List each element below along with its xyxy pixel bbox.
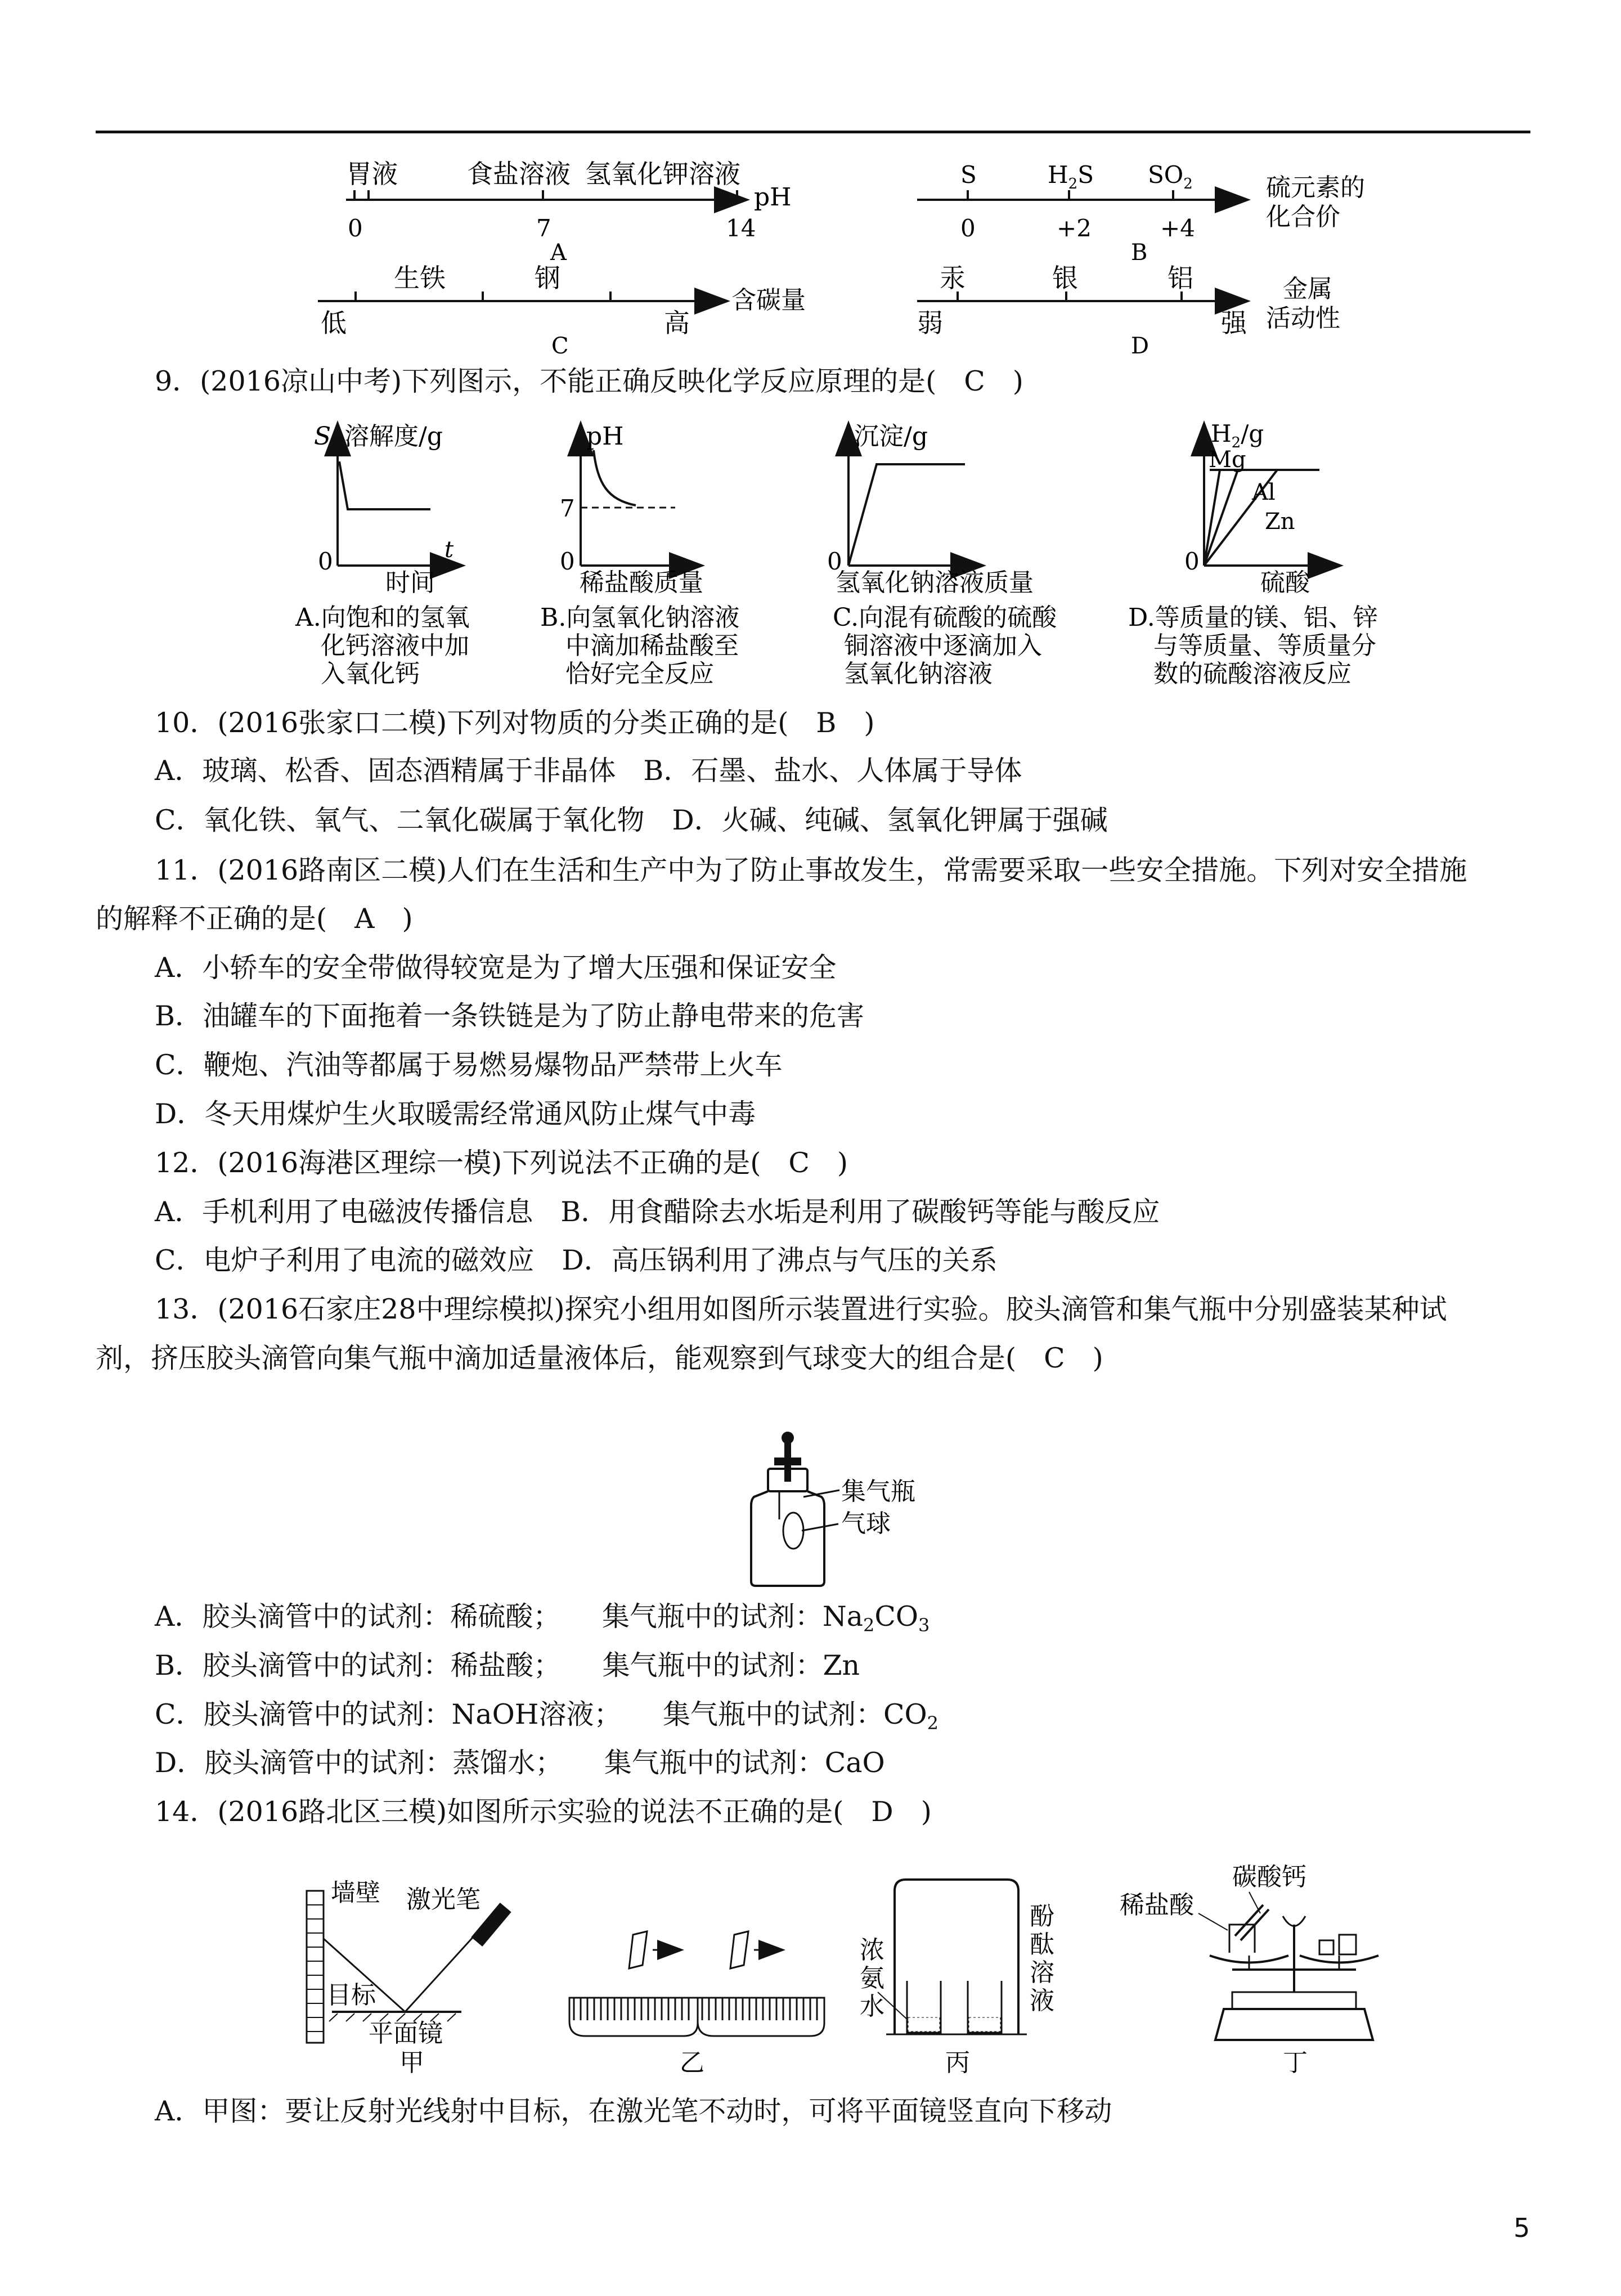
svg-text:恰好完全反应: 恰好完全反应 [565,660,714,688]
letter-a: A [550,240,567,266]
svg-text:高: 高 [664,308,690,338]
svg-text:Al: Al [1252,479,1276,505]
svg-text:数的硫酸溶液反应: 数的硫酸溶液反应 [1153,660,1351,688]
svg-text:S: S [314,422,331,451]
fig-jia-reflection [307,1878,511,2077]
label-ding: 丁 [1283,2048,1308,2077]
q12-options-ab: A．手机利用了电磁波传播信息 B．用食醋除去水垢是利用了碳酸钙等能与酸反应 [155,1196,1160,1228]
axis-valence-2: 化合价 [1266,203,1340,231]
label-jia: 甲 [399,2048,424,2077]
label-weiye: 胃液 [346,159,398,189]
svg-text:+2: +2 [1057,214,1092,242]
q10-options-cd: C．氧化铁、氧气、二氧化碳属于氧化物 D．火碱、纯碱、氢氧化钾属于强碱 [155,804,1108,836]
q13-option-b: B．胶头滴管中的试剂：稀盐酸； 集气瓶中的试剂：Zn [155,1649,860,1681]
svg-text:激光笔: 激光笔 [406,1885,481,1914]
fig-ding-balance [1120,1863,1378,2077]
svg-text:氢氧化钠溶液: 氢氧化钠溶液 [844,660,993,688]
svg-text:与等质量、等质量分: 与等质量、等质量分 [1153,631,1376,660]
label-shiyan: 食盐溶液 [467,159,571,189]
svg-text:H2/g: $H_2/g$ [1211,420,1264,451]
label-gas-bottle: 集气瓶 [841,1477,915,1506]
q13-stem: 13．(2016石家庄28中理综模拟)探究小组用如图所示装置进行实验。胶头滴管和集气瓶中分别盛装某种试 [155,1293,1447,1325]
q11-option-a: A．小轿车的安全带做得较宽是为了增大压强和保证安全 [155,952,837,984]
svg-text:Zn: Zn [1265,509,1295,535]
q11-option-b: B．油罐车的下面拖着一条铁链是为了防止静电带来的危害 [155,1000,865,1032]
svg-text:活动性: 活动性 [1266,304,1340,333]
svg-text:D.等质量的镁、铝、锌: D.等质量的镁、铝、锌 [1128,603,1378,632]
svg-text:弱: 弱 [917,308,943,338]
axis-carbon: 含碳量 [731,286,806,315]
q13-option-c: C．胶头滴管中的试剂：NaOH溶液； 集气瓶中的试剂：$CO_2$ [155,1698,939,1734]
tick-0: 0 [348,214,363,242]
svg-text:平面镜: 平面镜 [369,2019,443,2048]
svg-text:H2S: $H_2S$ [1048,161,1094,192]
svg-text:目标: 目标 [326,1981,376,2010]
svg-text:墙壁: 墙壁 [331,1878,380,1907]
svg-text:酞: 酞 [1030,1930,1054,1959]
svg-text:稀盐酸质量: 稀盐酸质量 [580,568,703,597]
q14-option-a: A．甲图：要让反射光线射中目标，在激光笔不动时，可将平面镜竖直向下移动 [155,2095,1112,2127]
q10-stem: 10．(2016张家口二模)下列对物质的分类正确的是( B ) [155,707,875,739]
svg-text:硫酸: 硫酸 [1260,568,1310,597]
svg-text:中滴加稀盐酸至: 中滴加稀盐酸至 [565,631,739,660]
svg-text:铝: 铝 [1168,263,1193,293]
svg-text:溶解度/g: 溶解度/g [344,422,443,451]
axis-ph: pH [754,183,792,212]
page-number: 5 [1514,2213,1530,2243]
svg-text:汞: 汞 [940,263,966,293]
letter-b: B [1131,240,1148,266]
letter-d: D [1131,333,1149,359]
svg-text:水: 水 [860,1992,884,2021]
svg-text:7: 7 [560,495,575,522]
svg-text:A.向饱和的氢氧: A.向饱和的氢氧 [295,603,470,632]
q12-options-cd: C．电炉子利用了电流的磁效应 D．高压锅利用了沸点与气压的关系 [155,1244,998,1276]
tick-14: 14 [726,214,756,242]
svg-text:化钙溶液中加: 化钙溶液中加 [321,631,469,660]
q13-stem-cont: 剂，挤压胶头滴管向集气瓶中滴加适量液体后，能观察到气球变大的组合是( C ) [96,1342,1103,1374]
q12-stem: 12．(2016海港区理综一模)下列说法不正确的是( C ) [155,1147,848,1179]
q10-options-ab: A．玻璃、松香、固态酒精属于非晶体 B．石墨、盐水、人体属于导体 [155,755,1022,787]
svg-text:沉淀/g: 沉淀/g [854,422,928,451]
tick-7: 7 [536,214,551,242]
svg-text:0: 0 [560,548,575,575]
svg-text:低: 低 [321,308,347,338]
svg-text:氨: 氨 [860,1964,884,1993]
svg-text:液: 液 [1030,1986,1054,2015]
label-koh: 氢氧化钾溶液 [585,159,740,189]
svg-text:0: 0 [827,548,842,575]
svg-text:t: t [444,537,454,563]
svg-text:氢氧化钠溶液质量: 氢氧化钠溶液质量 [836,568,1034,597]
svg-text:入氧化钙: 入氧化钙 [321,660,420,688]
svg-text:酚: 酚 [1030,1902,1054,1931]
svg-text:Mg: Mg [1209,447,1246,473]
label-bing: 丙 [945,2048,970,2077]
label-yi: 乙 [680,2048,704,2077]
q11-option-d: D．冬天用煤炉生火取暖需经常通风防止煤气中毒 [155,1098,756,1130]
svg-text:+4: +4 [1160,214,1195,242]
svg-text:浓: 浓 [860,1936,884,1965]
svg-text:银: 银 [1052,263,1078,293]
q9-stem: 9．(2016凉山中考)下列图示，不能正确反映化学反应原理的是( C ) [155,365,1023,397]
svg-text:0: 0 [1184,548,1200,575]
q11-stem-cont: 的解释不正确的是( A ) [96,903,413,935]
svg-text:0: 0 [318,548,333,575]
svg-text:溶: 溶 [1030,1958,1054,1987]
svg-text:时间: 时间 [385,568,435,597]
svg-text:SO2: $SO_2$ [1148,161,1193,192]
svg-text:铜溶液中逐滴加入: 铜溶液中逐滴加入 [844,631,1042,660]
label-balloon: 气球 [841,1509,891,1538]
svg-text:稀盐酸: 稀盐酸 [1120,1891,1194,1920]
svg-text:强: 强 [1221,308,1247,338]
q13-option-a: A．胶头滴管中的试剂：稀硫酸； 集气瓶中的试剂：$Na_2CO_3$ [155,1600,930,1636]
svg-text:pH: pH [586,422,624,451]
svg-text:金属: 金属 [1283,275,1332,303]
fig-yi-combs [569,1931,824,2077]
q11-stem: 11．(2016路南区二模)人们在生活和生产中为了防止事故发生，常需要采取一些安全措施。下列对安全措施 [155,854,1467,886]
letter-c: C [551,333,569,359]
svg-text:钢: 钢 [535,263,560,293]
svg-text:碳酸钙: 碳酸钙 [1232,1863,1306,1891]
axis-valence-1: 硫元素的 [1266,173,1365,202]
svg-text:生铁: 生铁 [394,263,446,293]
svg-text:C.向混有硫酸的硫酸: C.向混有硫酸的硫酸 [833,603,1057,632]
q14-stem: 14．(2016路北区三模)如图所示实验的说法不正确的是( D ) [155,1796,932,1828]
q13-option-d: D．胶头滴管中的试剂：蒸馏水； 集气瓶中的试剂：CaO [155,1747,885,1779]
label-s: S [960,161,977,189]
svg-text:0: 0 [960,214,976,242]
fig-bing-ammonia [860,1880,1054,2077]
q11-option-c: C．鞭炮、汽油等都属于易燃易爆物品严禁带上火车 [155,1049,783,1081]
svg-text:B.向氢氧化钠溶液: B.向氢氧化钠溶液 [540,603,740,632]
